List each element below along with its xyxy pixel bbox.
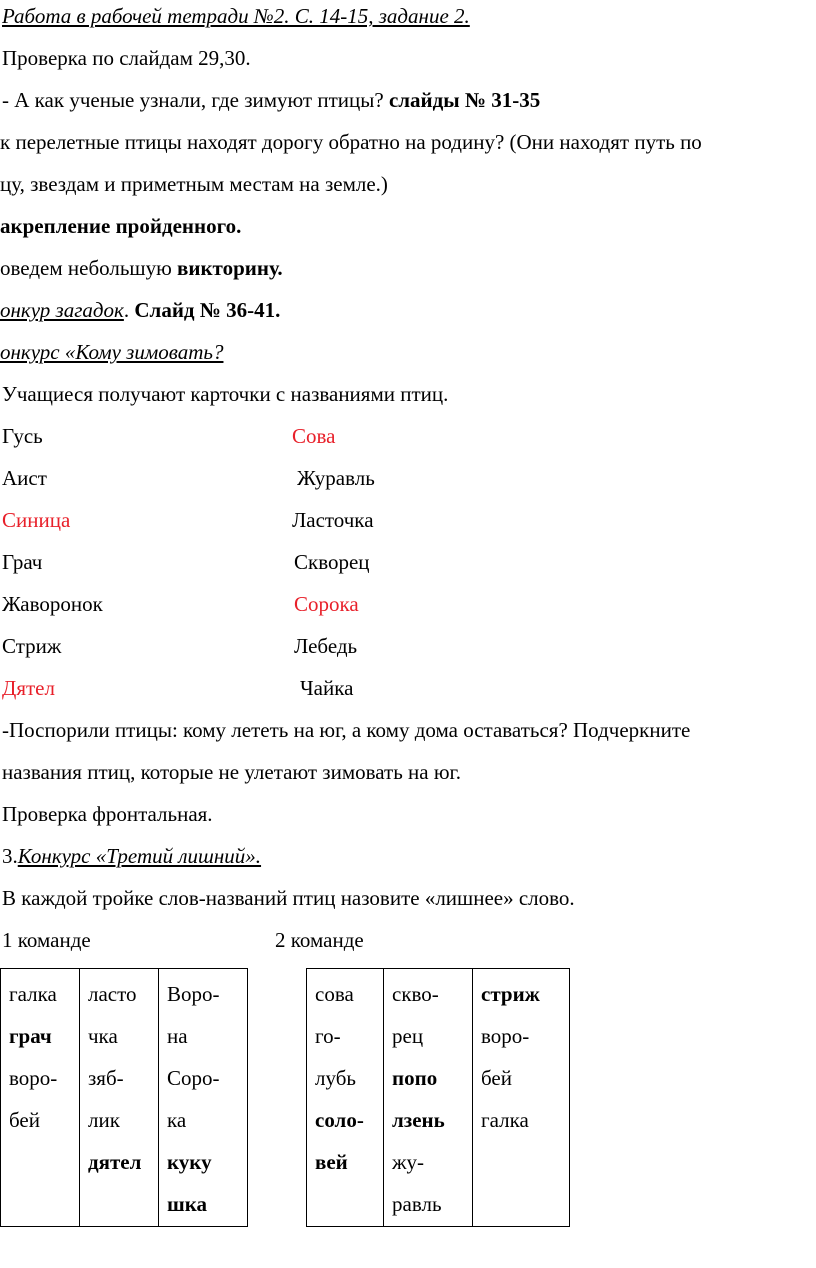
bird-right-3: Ласточка [292,508,374,532]
migration-answer-line: цу, звездам и приметным местам на земле.) [0,172,388,196]
word: сова [315,982,354,1006]
team-1-col-3 [159,969,248,1227]
word: бей [481,1066,512,1090]
word: лзень [392,1108,445,1132]
team-2-col-3 [473,969,570,1227]
contest-title: онкурс «Кому зимовать? [0,340,224,364]
bird-right-4: Скворец [294,550,370,574]
quiz-text: оведем небольшую [0,256,178,280]
word: скво- [392,982,439,1006]
bird-left-2: Аист [2,466,47,490]
contest-3-number: 3. [2,844,18,868]
instruction-line-1: -Поспорили птицы: кому лететь на юг, а кому дома оставаться? Подчеркните [2,718,691,742]
word: воро- [9,1066,58,1090]
bird-right-6: Лебедь [294,634,358,658]
riddles-title: онкур загадок [0,298,124,322]
instruction-line-2: названия птиц, которые не улетают зимовать на юг. [2,760,462,784]
team-1-table [0,968,248,1227]
bird-left-4: Грач [2,550,43,574]
word: лубь [315,1066,356,1090]
team-1-col-2 [80,969,159,1227]
word: стриж [481,982,540,1006]
word: дятел [88,1150,142,1174]
team-2-col-1 [307,969,384,1227]
riddles-slides: Слайд № 36-41. [134,298,281,322]
check-slides-line: Проверка по слайдам 29,30. [2,46,251,70]
bird-right-1: Сова [292,424,336,448]
team-2-label: 2 команде [275,928,364,952]
word: попо [392,1066,438,1090]
check-line: Проверка фронтальная. [2,802,213,826]
question-text: - А как ученые узнали, где зимуют птицы? [2,88,389,112]
word: вей [315,1150,348,1174]
quiz-word: викторину. [177,256,283,280]
bird-right-7: Чайка [300,676,354,700]
word: го- [315,1024,341,1048]
section-heading: акрепление пройденного. [0,214,242,238]
word: лик [88,1108,120,1132]
quiz-line [0,256,283,280]
contest-3-instruction: В каждой тройке слов-названий птиц назовите «лишнее» слово. [2,886,575,910]
word: грач [9,1024,52,1048]
bird-right-2: Журавль [297,466,375,490]
migration-question-line: к перелетные птицы находят дорогу обратно на родину? (Они находят путь по [0,130,702,154]
riddles-sep: . [123,298,135,322]
cards-line: Учащиеся получают карточки с названиями птиц. [2,382,449,406]
bird-left-5: Жаворонок [2,592,103,616]
team-2-table [306,968,570,1227]
bird-left-7: Дятел [2,676,55,700]
word: Соро- [167,1066,220,1090]
word: жу- [392,1150,425,1174]
word: ласто [88,982,137,1006]
question-line [2,88,540,112]
task-line: Работа в рабочей тетради №2. С. 14-15, задание 2. [2,4,470,28]
contest-3-title: Конкурс «Третий лишний». [17,844,262,868]
riddles-line [0,298,280,322]
contest-3-line [2,844,261,868]
word: шка [167,1192,208,1216]
word: Воро- [167,982,220,1006]
word: рец [392,1024,424,1048]
bird-right-5: Сорока [294,592,359,616]
word: галка [481,1108,529,1132]
word: галка [9,982,57,1006]
team-1-col-1 [1,969,80,1227]
word: бей [9,1108,40,1132]
team-2-col-2 [384,969,473,1227]
word: воро- [481,1024,530,1048]
word: куку [167,1150,212,1174]
word: на [167,1024,188,1048]
word: ка [167,1108,187,1132]
word: зяб- [88,1066,124,1090]
word: равль [392,1192,442,1216]
bird-left-1: Гусь [2,424,43,448]
bird-left-3: Синица [2,508,71,532]
slides-ref: слайды № 31-35 [388,88,541,112]
word: соло- [315,1108,364,1132]
team-1-label: 1 команде [2,928,91,952]
word: чка [88,1024,118,1048]
bird-left-6: Стриж [2,634,62,658]
